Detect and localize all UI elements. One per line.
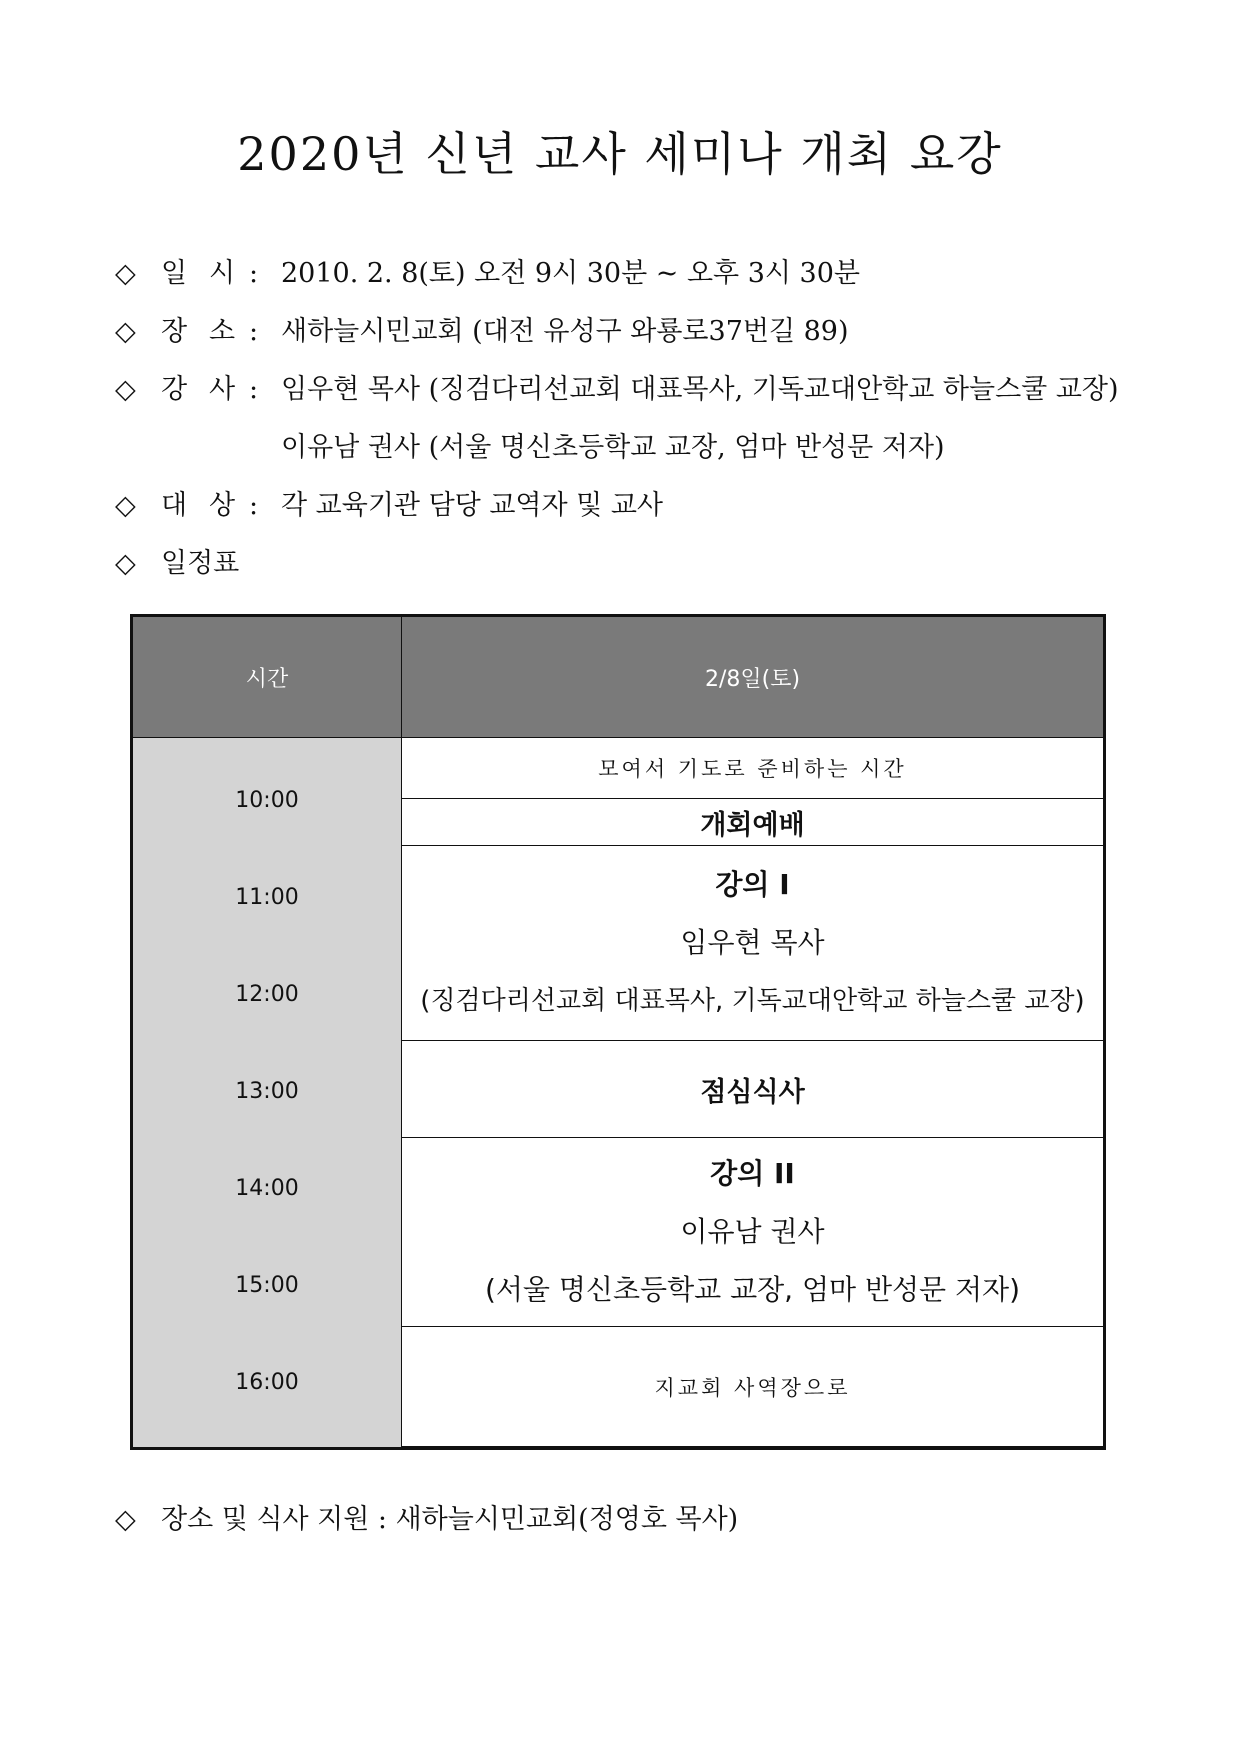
info-date-label: 일 시 bbox=[161, 258, 236, 289]
lecture2-title: 강의 II bbox=[710, 1157, 795, 1190]
footer-row bbox=[115, 1500, 738, 1540]
info-date-value: 2010. 2. 8(토) 오전 9시 30분 ~ 오후 3시 30분 bbox=[281, 258, 860, 289]
info-speaker-label: 강 사 bbox=[161, 374, 236, 405]
info-speaker-row-2 bbox=[281, 428, 945, 468]
lecture1-desc: (징검다리선교회 대표목사, 기독교대안학교 하늘스쿨 교장) bbox=[420, 986, 1085, 1016]
time-column bbox=[132, 738, 402, 1449]
info-speaker-row: ◇ 강 사 : 임우현 목사 (징검다리선교회 대표목사, 기독교대안학교 하늘스쿨 교장) bbox=[115, 370, 1119, 410]
diamond-icon: ◇ bbox=[115, 316, 136, 347]
footer-text: 장소 및 식사 지원 : 새하늘시민교회(정영호 목사) bbox=[161, 1504, 739, 1535]
schedule-table bbox=[130, 614, 1106, 1450]
info-target-label: 대 상 bbox=[161, 490, 236, 521]
opening-worship-cell: 개회예배 bbox=[402, 799, 1105, 846]
time-label: 16:00 bbox=[235, 1370, 299, 1395]
time-label: 12:00 bbox=[235, 982, 299, 1007]
time-label: 14:00 bbox=[235, 1176, 299, 1201]
info-speaker-value-2: 이유남 권사 (서울 명신초등학교 교장, 엄마 반성문 저자) bbox=[281, 432, 945, 463]
lecture1-speaker: 임우현 목사 bbox=[680, 926, 825, 959]
page-title: 2020년 신년 교사 세미나 개최 요강 bbox=[237, 127, 1003, 181]
lecture1-cell bbox=[402, 846, 1105, 1041]
lecture2-desc: (서울 명신초등학교 교장, 엄마 반성문 저자) bbox=[484, 1273, 1021, 1306]
spacer-cell bbox=[402, 1447, 1105, 1449]
info-schedule-label: 일정표 bbox=[161, 548, 240, 579]
info-speaker-value-1: 임우현 목사 (징검다리선교회 대표목사, 기독교대안학교 하늘스쿨 교장) bbox=[281, 374, 1119, 405]
lecture2-speaker: 이유남 권사 bbox=[680, 1215, 825, 1248]
diamond-icon: ◇ bbox=[115, 548, 136, 579]
info-place-row: ◇ 장 소 : 새하늘시민교회 (대전 유성구 와룡로37번길 89) bbox=[115, 312, 849, 352]
closing-cell: 지교회 사역장으로 bbox=[402, 1327, 1105, 1447]
info-date-row: ◇ 일 시 : 2010. 2. 8(토) 오전 9시 30분 ~ 오후 3시 30분 bbox=[115, 254, 860, 294]
header-day: 2/8일(토) bbox=[402, 616, 1105, 738]
lunch-cell: 점심식사 bbox=[402, 1041, 1105, 1138]
info-schedule-row bbox=[115, 544, 239, 584]
time-label: 11:00 bbox=[235, 885, 299, 910]
time-label: 15:00 bbox=[235, 1273, 299, 1298]
info-target-row: ◇ 대 상 : 각 교육기관 담당 교역자 및 교사 bbox=[115, 486, 663, 526]
time-label: 10:00 bbox=[235, 788, 299, 813]
lecture2-cell bbox=[402, 1138, 1105, 1327]
diamond-icon: ◇ bbox=[115, 374, 136, 405]
info-target-value: 각 교육기관 담당 교역자 및 교사 bbox=[281, 490, 663, 521]
table-row bbox=[132, 738, 1105, 799]
diamond-icon: ◇ bbox=[115, 490, 136, 521]
lecture1-title: 강의 I bbox=[715, 868, 790, 901]
schedule-header-row bbox=[132, 616, 1105, 738]
diamond-icon: ◇ bbox=[115, 1504, 136, 1535]
diamond-icon: ◇ bbox=[115, 258, 136, 289]
info-place-value: 새하늘시민교회 (대전 유성구 와룡로37번길 89) bbox=[281, 316, 849, 347]
time-label: 13:00 bbox=[235, 1079, 299, 1104]
header-time: 시간 bbox=[132, 616, 402, 738]
gathering-cell: 모여서 기도로 준비하는 시간 bbox=[402, 738, 1105, 799]
info-place-label: 장 소 bbox=[161, 316, 236, 347]
